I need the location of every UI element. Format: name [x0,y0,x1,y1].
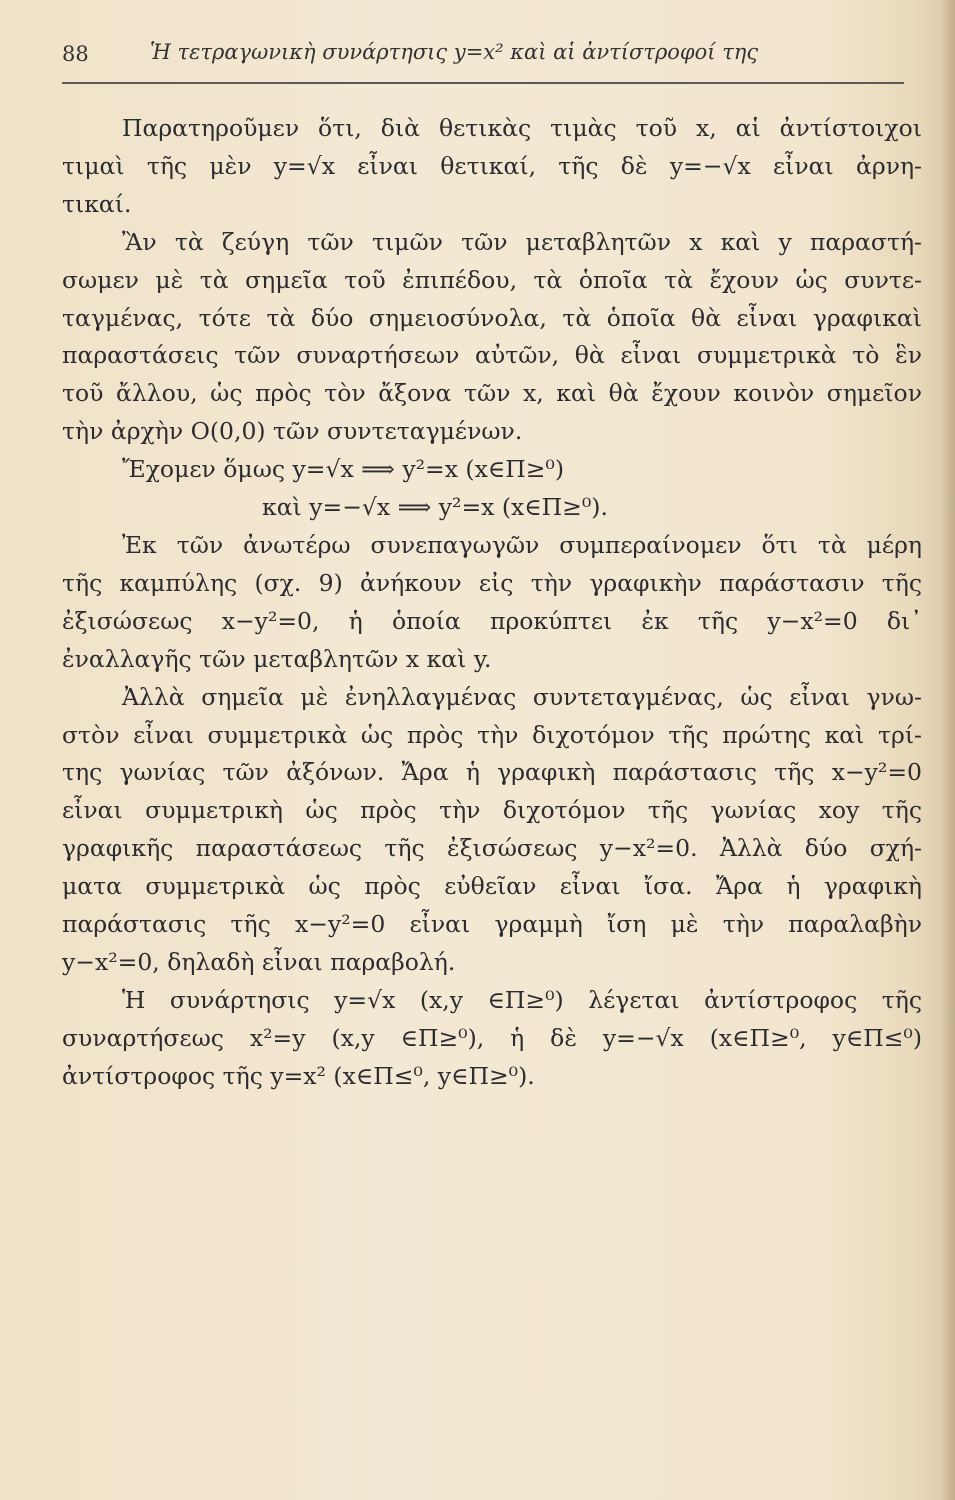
text-line: συναρτήσεως x²=y (x,y ∈Π≥⁰), ἡ δὲ y=−√x (x∈Π≥⁰, y∈Π≤⁰) [62,1023,922,1052]
text-line: Ἀλλὰ σημεῖα μὲ ἐνηλλαγμένας συντεταγμένας, ὡς εἶναι γνω- [122,682,922,711]
text-line: τῆς καμπύλης (σχ. 9) ἀνήκουν εἰς τὴν γραφικὴν παράστασιν τῆς [62,568,922,597]
text-line: γραφικῆς παραστάσεως τῆς ἐξισώσεως y−x²=0. Ἀλλὰ δύο σχή- [62,834,922,863]
text-line: Παρατηροῦμεν ὅτι, διὰ θετικὰς τιμὰς τοῦ x, αἱ ἀντίστοιχοι [122,114,922,142]
formula-line: Ἔχομεν ὅμως y=√x ⟹ y²=x (x∈Π≥⁰) [122,455,565,484]
text-line: σωμεν μὲ τὰ σημεῖα τοῦ ἐπιπέδου, τὰ ὁποῖα τὰ ἔχουν ὡς συντε- [62,265,922,294]
page-header [62,40,912,80]
text-line: παράστασις τῆς x−y²=0 εἶναι γραμμὴ ἴση μὲ τὴν παραλαβὴν [62,910,922,939]
text-line: Ἂν τὰ ζεύγη τῶν τιμῶν τῶν μεταβλητῶν x καὶ y παραστή- [122,227,922,256]
text-line: τὴν ἀρχὴν O(0,0) τῶν συντεταγμένων. [62,417,523,446]
page-edge-shadow [941,0,955,1500]
body-text [62,110,922,1096]
running-title: Ἡ τετραγωνικὴ συνάρτησις y=x² καὶ αἱ ἀντίστροφοί της [150,40,759,64]
text-line: Ἡ συνάρτησις y=√x (x,y ∈Π≥⁰) λέγεται ἀντίστροφος τῆς [122,985,922,1014]
text-line: παραστάσεις τῶν συναρτήσεων αὐτῶν, θὰ εἶναι συμμετρικὰ τὸ ἓν [62,341,922,370]
formula-line: καὶ y=−√x ⟹ y²=x (x∈Π≥⁰). [262,493,608,522]
text-line: ἀντίστροφος τῆς y=x² (x∈Π≤⁰, y∈Π≥⁰). [62,1061,535,1090]
text-line: της γωνίας τῶν ἀξόνων. Ἄρα ἡ γραφικὴ παράστασις τῆς x−y²=0 [62,758,922,787]
text-line: τοῦ ἄλλου, ὡς πρὸς τὸν ἄξονα τῶν x, καὶ θὰ ἔχουν κοινὸν σημεῖον [62,379,922,408]
page-number: 88 [62,42,89,66]
text-line: y−x²=0, δηλαδὴ εἶναι παραβολή. [62,947,456,976]
text-line: τιμαὶ τῆς μὲν y=√x εἶναι θετικαί, τῆς δὲ y=−√x εἶναι ἀρνη- [62,151,922,180]
text-line: ἐναλλαγῆς τῶν μεταβλητῶν x καὶ y. [62,644,492,673]
text-line: ἐξισώσεως x−y²=0, ἡ ὁποία προκύπτει ἐκ τῆς y−x²=0 δι᾽ [62,606,922,635]
text-line: στὸν εἶναι συμμετρικὰ ὡς πρὸς τὴν διχοτόμον τῆς πρώτης καὶ τρί- [62,720,922,749]
text-line: τικαί. [62,189,132,218]
header-rule [62,82,904,84]
text-line: εἶναι συμμετρικὴ ὡς πρὸς τὴν διχοτόμον τῆς γωνίας xoy τῆς [62,796,922,825]
text-line: ταγμένας, τότε τὰ δύο σημειοσύνολα, τὰ ὁποῖα θὰ εἶναι γραφικαὶ [62,303,922,332]
text-line: ματα συμμετρικὰ ὡς πρὸς εὐθεῖαν εἶναι ἴσα. Ἄρα ἡ γραφικὴ [62,872,922,901]
text-line: Ἐκ τῶν ἀνωτέρω συνεπαγωγῶν συμπεραίνομεν ὅτι τὰ μέρη [122,530,922,559]
